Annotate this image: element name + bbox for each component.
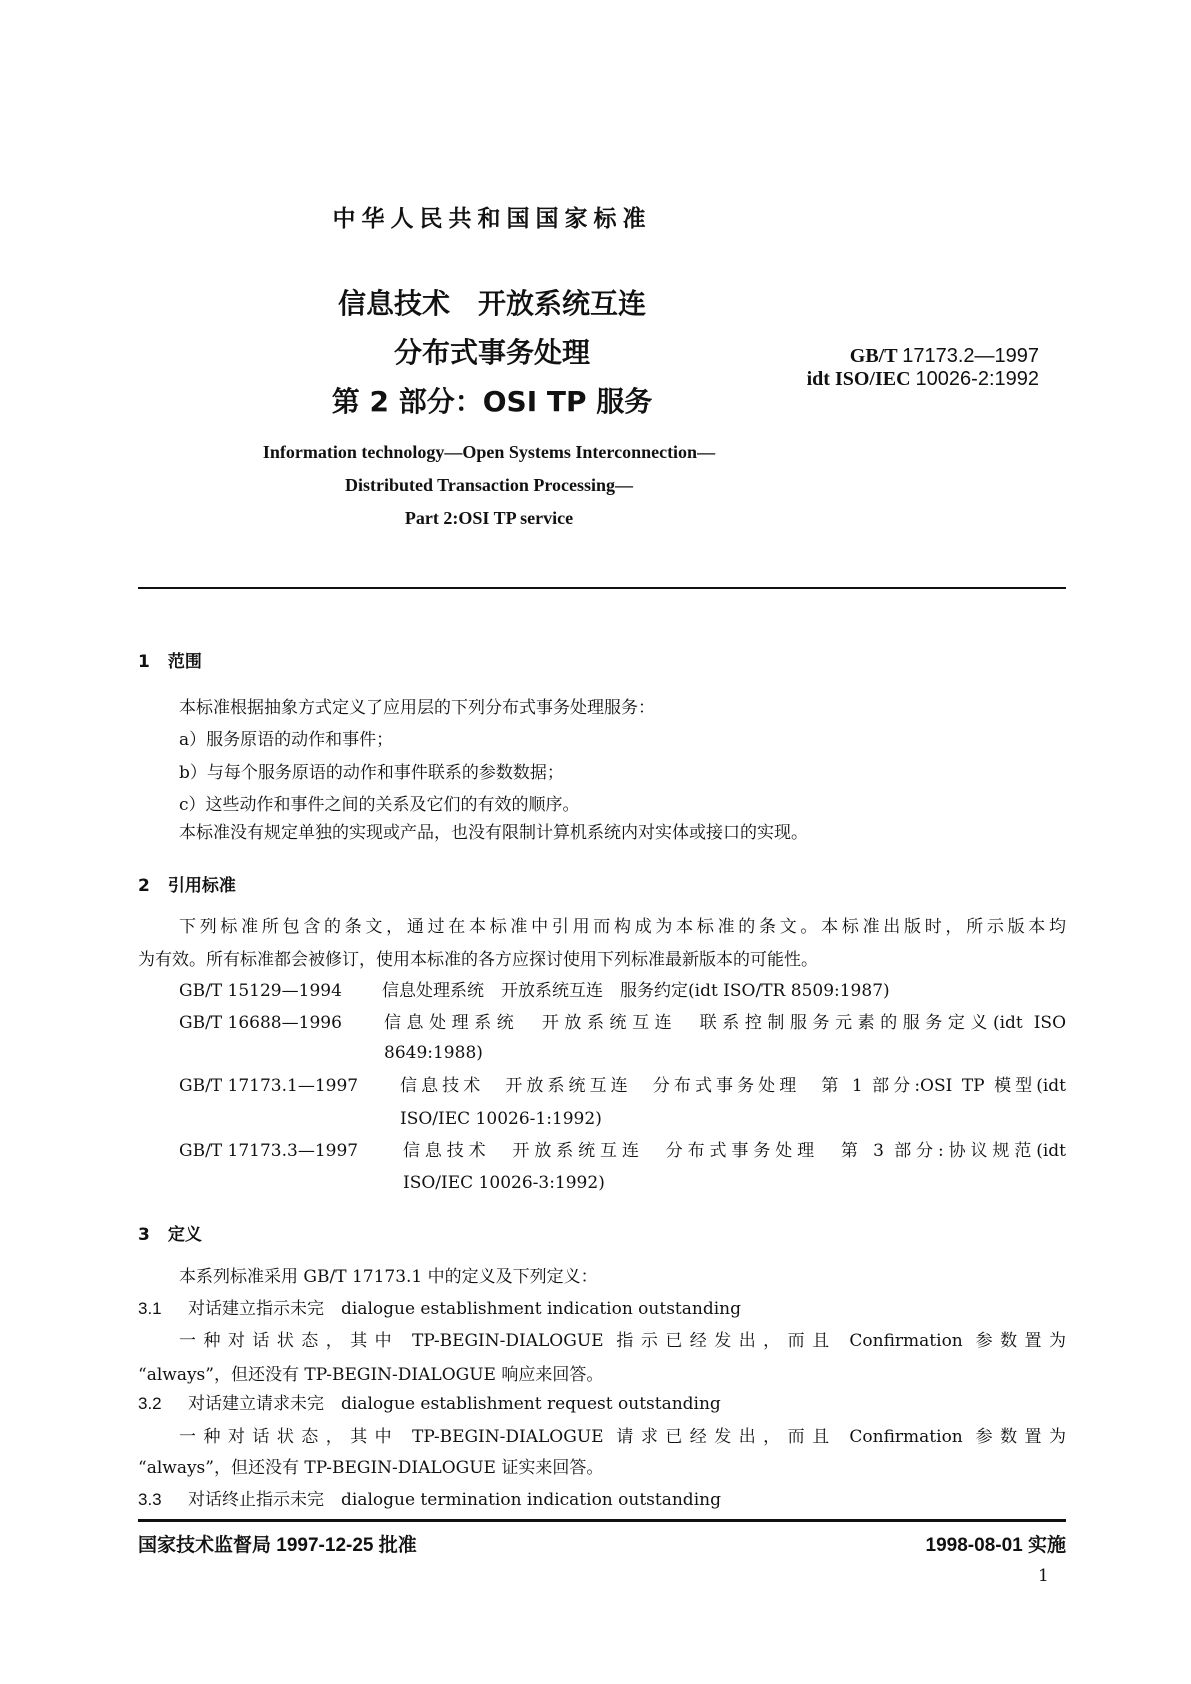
footer-divider [138,1519,1066,1522]
paragraph: 本标准没有规定单独的实现或产品，也没有限制计算机系统内对实体或接口的实现。 [179,823,808,843]
paragraph: 本系列标准采用 GB/T 17173.1 中的定义及下列定义： [179,1267,598,1287]
section-title: 范围 [167,652,202,672]
english-title-2: Distributed Transaction Processing— [344,475,633,495]
effective-date: 1998-08-01 实施 [925,1535,1066,1556]
reference-code: GB/T 17173.1—1997 [179,1076,359,1096]
definition-term: 对话终止指示未完 dialogue termination indication outstanding [188,1490,721,1510]
section-number: 2 [138,876,150,896]
reference-title: 信息技术 开放系统互连 分布式事务处理 第 1 部分:OSI TP 模型(idt [400,1076,1066,1096]
title-line-1: 信息技术 开放系统互连 [337,287,646,320]
reference-title: 信息处理系统 开放系统互连 服务约定(idt ISO/TR 8509:1987) [382,981,890,1001]
section-title: 引用标准 [167,876,236,896]
paragraph: 本标准根据抽象方式定义了应用层的下列分布式事务处理服务： [179,698,655,718]
iso-equivalent [807,368,1039,391]
section-title: 定义 [167,1225,202,1245]
definition-number: 3.3 [138,1490,162,1509]
page-number: 1 [1038,1566,1049,1586]
list-item: c）这些动作和事件之间的关系及它们的有效的顺序。 [179,795,580,815]
definition-number: 3.2 [138,1394,162,1413]
list-item: b）与每个服务原语的动作和事件联系的参数数据； [179,763,564,783]
section-2-heading [138,871,236,896]
section-1-heading [138,647,202,672]
iso-number: 10026-2:1992 [915,368,1039,390]
reference-title-cont: ISO/IEC 10026-3:1992) [403,1173,605,1193]
reference-title-cont: 8649:1988) [384,1043,483,1063]
reference-title: 信息处理系统 开放系统互连 联系控制服务元素的服务定义(idt ISO [384,1013,1066,1033]
section-number: 1 [138,652,150,672]
paragraph: 为有效。所有标准都会被修订，使用本标准的各方应探讨使用下列标准最新版本的可能性。 [138,950,818,970]
definition-body: 一种对话状态，其中 TP-BEGIN-DIALOGUE 请求已经发出，而且 Confirmation 参数置为 [179,1427,1066,1447]
definition-term: 对话建立指示未完 dialogue establishment indication outstanding [188,1299,741,1319]
code-number: 17173.2—1997 [902,345,1039,367]
definition-body: 一种对话状态，其中 TP-BEGIN-DIALOGUE 指示已经发出，而且 Confirmation 参数置为 [179,1331,1066,1351]
reference-code: GB/T 17173.3—1997 [179,1141,359,1161]
section-number: 3 [138,1225,150,1245]
paragraph: 下列标准所包含的条文，通过在本标准中引用而构成为本标准的条文。本标准出版时，所示版本均 [179,917,1066,937]
english-title-1: Information technology—Open Systems Interconnection— [262,442,716,462]
section-3-heading [138,1220,202,1245]
reference-title-cont: ISO/IEC 10026-1:1992) [400,1109,602,1129]
definition-number: 3.1 [138,1299,162,1318]
approval-date: 国家技术监督局 1997-12-25 批准 [138,1535,417,1556]
header-divider [138,587,1066,589]
title-line-2: 分布式事务处理 [393,336,590,369]
standard-code [850,345,1039,368]
reference-code: GB/T 16688—1996 [179,1013,342,1033]
code-prefix: GB/T [849,345,898,367]
list-item: a）服务原语的动作和事件； [179,730,394,750]
definition-body: “always”，但还没有 TP-BEGIN-DIALOGUE 响应来回答。 [138,1365,604,1385]
title-line-3: 第 2 部分：OSI TP 服务 [331,385,653,418]
definition-term: 对话建立请求未完 dialogue establishment request outstanding [188,1394,721,1414]
definition-body: “always”，但还没有 TP-BEGIN-DIALOGUE 证实来回答。 [138,1458,604,1478]
iso-prefix: idt ISO/IEC [806,368,911,390]
english-title-3: Part 2:OSI TP service [404,508,574,528]
reference-code: GB/T 15129—1994 [179,981,342,1001]
document-header: 中华人民共和国国家标准 [332,206,652,232]
reference-title: 信息技术 开放系统互连 分布式事务处理 第 3 部分:协议规范(idt [403,1141,1066,1161]
